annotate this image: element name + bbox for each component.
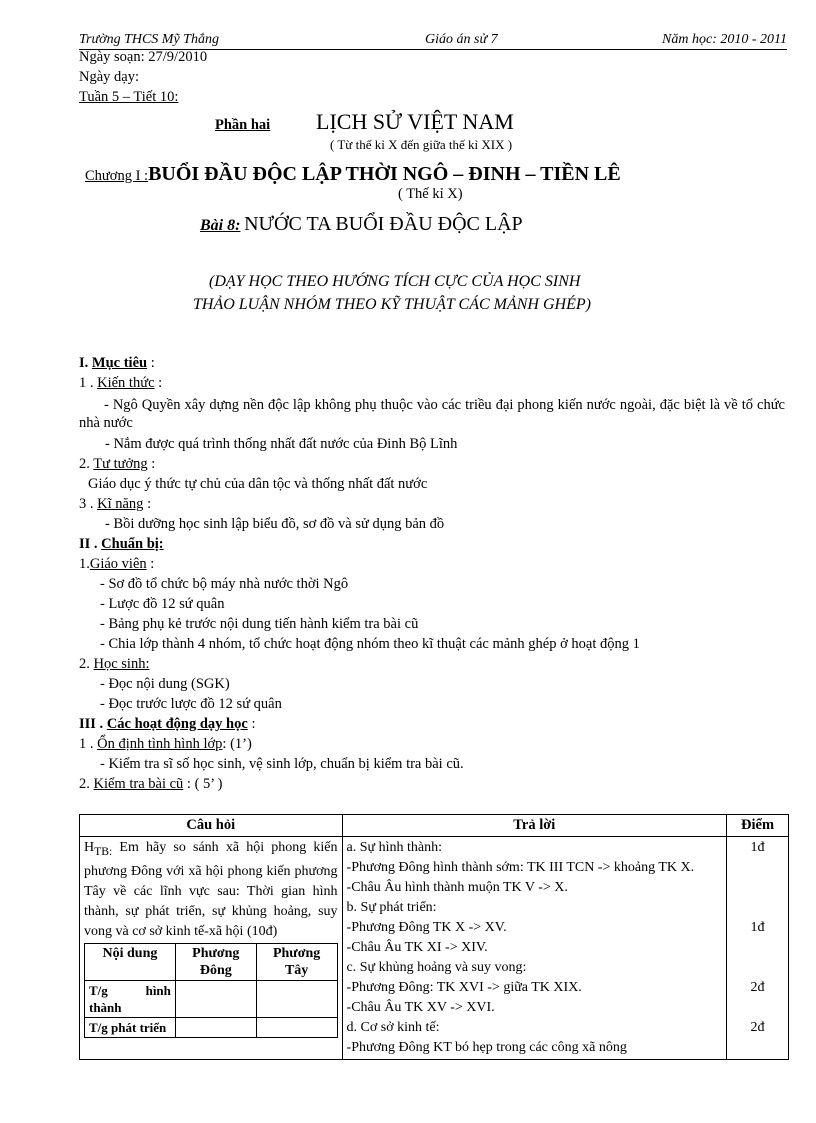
class-setup-heading: 1 . Ổn định tình hình lớp: (1’) <box>79 736 252 752</box>
answer-cell <box>342 837 727 1060</box>
inner-header: Phương Đông <box>175 943 256 980</box>
chapter-heading <box>85 163 621 186</box>
header-points: Điểm <box>727 815 789 837</box>
review-heading: 2. Kiểm tra bài cũ : ( 5’ ) <box>79 776 223 792</box>
answer-line: d. Cơ sở kinh tế: <box>346 1020 440 1035</box>
inner-cell <box>175 980 256 1017</box>
answer-line: -Châu Âu TK XV -> XVI. <box>346 1000 495 1015</box>
method-line-1: (DẠY HỌC THEO HƯỚNG TÍCH CỰC CỦA HỌC SINH <box>209 273 581 290</box>
header-doc: Giáo án sử 7 <box>425 32 498 47</box>
inner-row-label: T/g phát triển <box>85 1017 176 1037</box>
prepared-date: Ngày soạn: 27/9/2010 <box>79 49 208 65</box>
header-year: Năm học: 2010 - 2011 <box>662 32 787 47</box>
points-value: 2đ <box>750 980 765 995</box>
teacher-item: - Sơ đồ tổ chức bộ máy nhà nước thời Ngô <box>100 576 349 592</box>
points-value: 1đ <box>750 920 765 935</box>
page-header <box>79 31 787 50</box>
student-item: - Đọc nội dung (SGK) <box>100 676 230 692</box>
skills-item-1: - Bồi dưỡng học sinh lập biểu đồ, sơ đồ và sử dụng bản đồ <box>105 516 445 532</box>
header-answer: Trả lời <box>342 815 727 837</box>
teacher-item: - Lược đồ 12 sứ quân <box>100 596 225 612</box>
inner-header: Phương Tây <box>256 943 337 980</box>
teacher-heading: 1.Giáo viên : <box>79 556 155 572</box>
question-cell <box>80 837 343 1060</box>
class-setup-item: - Kiểm tra sĩ số học sinh, vệ sinh lớp, chuẩn bị kiểm tra bài cũ. <box>100 756 464 772</box>
week-period: Tuần 5 – Tiết 10: <box>79 89 179 105</box>
inner-row-label: T/g hình thành <box>85 980 176 1017</box>
activities-heading: III . Các hoạt động dạy học : <box>79 716 256 732</box>
preparation-heading: II . Chuẩn bị: <box>79 536 164 552</box>
chapter-title: BUỔI ĐẦU ĐỘC LẬP THỜI NGÔ – ĐINH – TIỀN LÊ <box>148 163 621 185</box>
chapter-subtitle: ( Thế kỉ X) <box>398 186 463 202</box>
answer-line: -Phương Đông KT bó hẹp trong các công xã nông <box>346 1040 627 1055</box>
comparison-table <box>84 943 338 1038</box>
teacher-item: - Chia lớp thành 4 nhóm, tổ chức hoạt động nhóm theo kĩ thuật các mảnh ghép ở hoạt động 1 <box>100 636 640 652</box>
knowledge-item-1: - Ngô Quyền xây dựng nền độc lập không phụ thuộc vào các triều đại phong kiến nước ngoài, đặc biệt là về tổ chức nhà nước <box>79 397 785 431</box>
header-school: Trường THCS Mỹ Thắng <box>79 32 219 47</box>
attitude-item-1: Giáo dục ý thức tự chủ của dân tộc và thống nhất đất nước <box>88 476 428 492</box>
objectives-heading: I. Mục tiêu : <box>79 355 155 371</box>
lesson-title: NƯỚC TA BUỔI ĐẦU ĐỘC LẬP <box>244 213 523 235</box>
points-value: 1đ <box>750 840 765 855</box>
part-title: LỊCH SỬ VIỆT NAM <box>316 109 514 134</box>
answer-line: -Phương Đông: TK XVI -> giữa TK XIX. <box>346 980 582 995</box>
table-row <box>80 837 789 1060</box>
header-question: Câu hỏi <box>80 815 343 837</box>
skills-heading: 3 . Kĩ năng : <box>79 496 152 512</box>
student-item: - Đọc trước lược đồ 12 sứ quân <box>100 696 282 712</box>
points-value: 2đ <box>750 1020 765 1035</box>
part-subtitle: ( Từ thế kỉ X đến giữa thế kỉ XIX ) <box>330 137 513 152</box>
student-heading: 2. Học sinh: <box>79 656 150 672</box>
answer-line: a. Sự hình thành: <box>346 840 443 855</box>
answer-line: -Châu Âu TK XI -> XIV. <box>346 940 488 955</box>
answer-line: -Châu Âu hình thành muộn TK V -> X. <box>346 880 568 895</box>
answer-line: b. Sự phát triển: <box>346 900 437 915</box>
chapter-label: Chương I : <box>85 168 149 184</box>
table-header-row <box>80 815 789 837</box>
knowledge-heading: 1 . Kiến thức : <box>79 375 163 391</box>
taught-date: Ngày dạy: <box>79 69 139 85</box>
lesson-label: Bài 8: <box>200 217 241 234</box>
lesson-heading <box>200 213 523 236</box>
answer-line: -Phương Đông TK X -> XV. <box>346 920 507 935</box>
knowledge-item-2: - Nắm được quá trình thống nhất đất nước của Đinh Bộ Lĩnh <box>105 436 458 452</box>
answer-line: -Phương Đông hình thành sớm: TK III TCN -> khoảng TK X. <box>346 860 695 875</box>
part-label: Phần hai <box>215 117 271 133</box>
inner-cell <box>256 980 337 1017</box>
question-text: $H_{TB:}$ Em hãy so sánh xã hội phong kiến phương Đông với xã hội phong kiến phương Tây về các lĩnh vực sau: Thời gian hình thành, sự phát triển, sự khủng hoảng, suy vong và cơ sở kinh tế-xã hội (10đ) <box>84 840 338 939</box>
inner-cell <box>175 1017 256 1037</box>
answer-line: c. Sự khủng hoảng và suy vong: <box>346 960 527 975</box>
points-cell <box>727 837 789 1060</box>
teacher-item: - Bảng phụ kẻ trước nội dung tiến hành kiểm tra bài cũ <box>100 616 419 632</box>
method-line-2: THẢO LUẬN NHÓM THEO KỸ THUẬT CÁC MẢNH GHÉP) <box>193 296 591 313</box>
inner-header: Nội dung <box>85 943 176 980</box>
review-table <box>79 814 789 1060</box>
attitude-heading: 2. Tư tưởng : <box>79 456 156 472</box>
inner-cell <box>256 1017 337 1037</box>
